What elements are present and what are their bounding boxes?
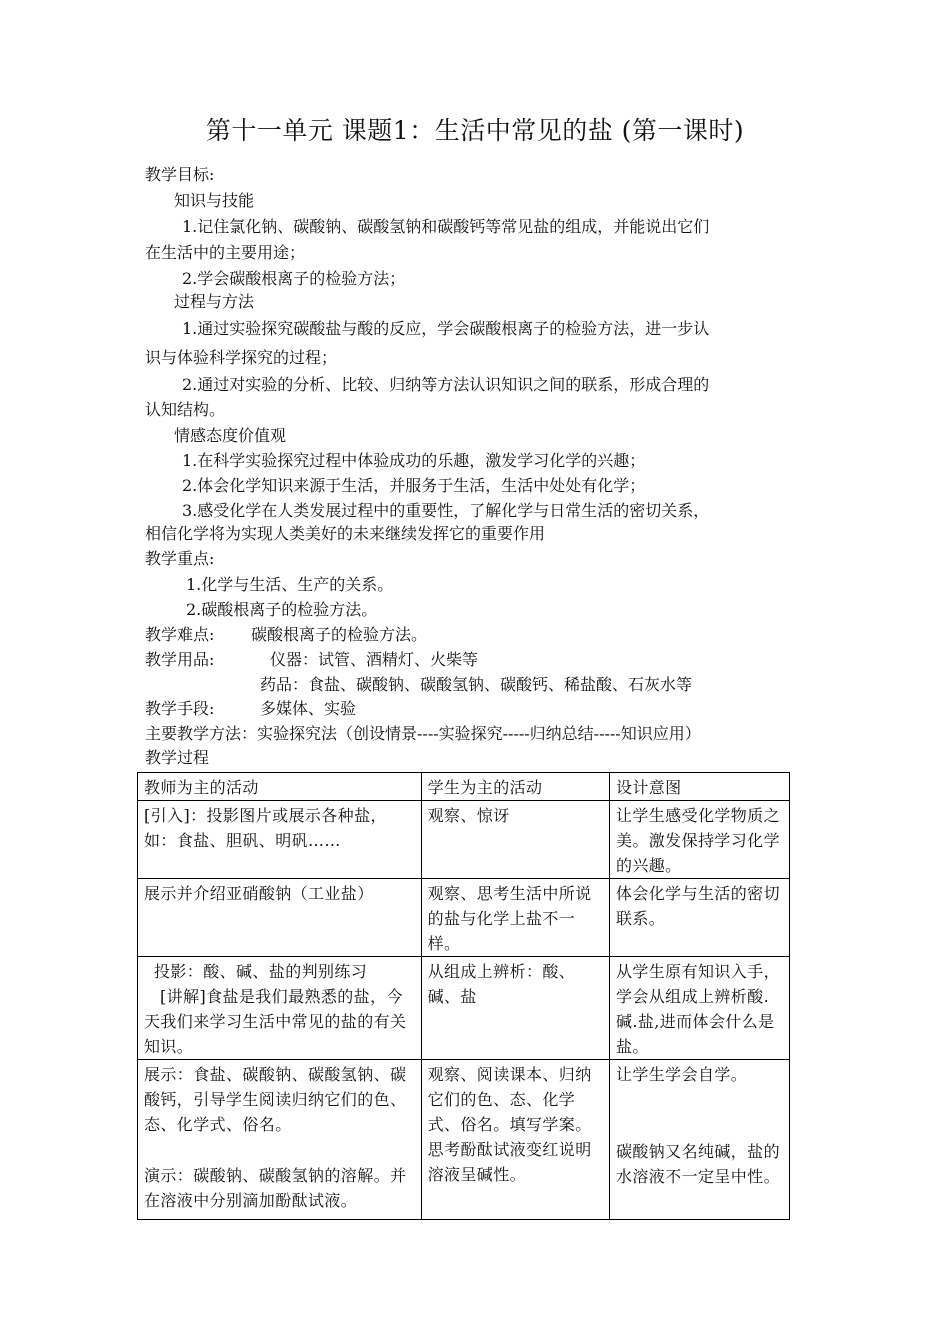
means-label: 教学手段: xyxy=(145,699,215,718)
process-heading: 过程与方法 xyxy=(174,292,255,311)
materials-instruments: 仪器：试管、酒精灯、火柴等 xyxy=(270,650,479,669)
student-activity-text: 思考酚酞试液变红说明溶液呈碱性。 xyxy=(427,1140,592,1184)
process-item-1b: 识与体验科学探究的过程； xyxy=(145,348,338,367)
table-row xyxy=(138,1060,790,1220)
means-value: 多媒体、实验 xyxy=(260,699,357,718)
knowledge-item-1b: 在生活中的主要用途； xyxy=(145,243,306,262)
emotion-heading: 情感态度价值观 xyxy=(174,426,287,445)
student-activity-text: 观察、阅读课本、归纳它们的色、态、化学式、俗名。填写学案。 xyxy=(427,1065,592,1134)
knowledge-heading: 知识与技能 xyxy=(174,191,255,210)
table-header-cell: 设计意图 xyxy=(609,773,789,801)
emotion-item-2: 2.体会化学知识来源于生活，并服务于生活，生活中处处有化学； xyxy=(182,476,646,495)
process-item-2b: 认知结构。 xyxy=(145,400,226,419)
process-item-1a: 1.通过实验探究碳酸盐与酸的反应，学会碳酸根离子的检验方法，进一步认 xyxy=(182,319,710,338)
design-intent-cell xyxy=(609,1060,789,1220)
knowledge-item-1a: 1.记住氯化钠、碳酸钠、碳酸氢钠和碳酸钙等常见盐的组成，并能说出它们 xyxy=(182,217,710,236)
teacher-activity-text: 展示：食盐、碳酸钠、碳酸氢钠、碳酸钙，引导学生阅读归纳它们的色、态、化学式、俗名。 xyxy=(144,1065,407,1134)
table-header-cell: 教师为主的活动 xyxy=(138,773,422,801)
key-point-2: 2.碳酸根离子的检验方法。 xyxy=(186,600,378,619)
design-intent-cell: 让学生感受化学物质之美。激发保持学习化学的兴趣。 xyxy=(609,801,789,879)
teacher-activity-cell: 展示并介绍亚硝酸钠（工业盐） xyxy=(138,879,422,957)
teacher-activity-text: [讲解]食盐是我们最熟悉的盐，今天我们来学习生活中常见的盐的有关知识。 xyxy=(144,987,407,1056)
design-intent-cell: 体会化学与生活的密切联系。 xyxy=(609,879,789,957)
teaching-method: 主要教学方法：实验探究法（创设情景----实验探究-----归纳总结-----知识应用） xyxy=(145,724,701,743)
difficulty-label: 教学难点: xyxy=(145,625,215,644)
objectives-heading: 教学目标: xyxy=(145,165,215,184)
key-point-1: 1.化学与生活、生产的关系。 xyxy=(186,575,394,594)
materials-reagents: 药品：食盐、碳酸钠、碳酸氢钠、碳酸钙、稀盐酸、石灰水等 xyxy=(260,675,693,694)
teacher-activity-text: 投影：酸、碱、盐的判别练习 xyxy=(154,962,368,981)
student-activity-cell xyxy=(421,1060,609,1220)
table-row xyxy=(138,957,790,1060)
teacher-activity-cell xyxy=(138,1060,422,1220)
table-header-row xyxy=(138,773,790,801)
process-item-2a: 2.通过对实验的分析、比较、归纳等方法认识知识之间的联系，形成合理的 xyxy=(182,375,710,394)
emotion-item-3a: 3.感受化学在人类发展过程中的重要性，了解化学与日常生活的密切关系， xyxy=(182,501,710,520)
design-intent-text: 让学生学会自学。 xyxy=(615,1065,748,1084)
student-activity-cell: 从组成上辨析：酸、碱、盐 xyxy=(421,957,609,1060)
materials-label: 教学用品: xyxy=(145,650,215,669)
design-intent-cell: 从学生原有知识入手，学会从组成上辨析酸.碱.盐,进而体会什么是盐。 xyxy=(609,957,789,1060)
emotion-item-1: 1.在科学实验探究过程中体验成功的乐趣，激发学习化学的兴趣； xyxy=(182,451,646,470)
table-header-cell: 学生为主的活动 xyxy=(421,773,609,801)
emotion-item-3b: 相信化学将为实现人类美好的未来继续发挥它的重要作用 xyxy=(145,524,546,543)
key-points-heading: 教学重点: xyxy=(145,549,215,568)
table-row xyxy=(138,801,790,879)
page-title: 第十一单元 课题1：生活中常见的盐 (第一课时) xyxy=(205,116,745,145)
difficulty-value: 碳酸根离子的检验方法。 xyxy=(251,625,428,644)
teacher-activity-text: 演示：碳酸钠、碳酸氢钠的溶解。并在溶液中分别滴加酚酞试液。 xyxy=(144,1166,407,1210)
teaching-process-table xyxy=(137,772,790,1220)
knowledge-item-2: 2.学会碳酸根离子的检验方法； xyxy=(182,269,406,288)
teacher-activity-cell: [引入]：投影图片或展示各种盐，如：食盐、胆矾、明矾…… xyxy=(138,801,422,879)
table-row xyxy=(138,879,790,957)
process-section-heading: 教学过程 xyxy=(145,748,210,767)
student-activity-cell: 观察、惊讶 xyxy=(421,801,609,879)
teacher-activity-cell xyxy=(138,957,422,1060)
design-intent-text: 碳酸钠又名纯碱，盐的水溶液不一定呈中性。 xyxy=(615,1142,780,1186)
student-activity-cell: 观察、思考生活中所说的盐与化学上盐不一样。 xyxy=(421,879,609,957)
